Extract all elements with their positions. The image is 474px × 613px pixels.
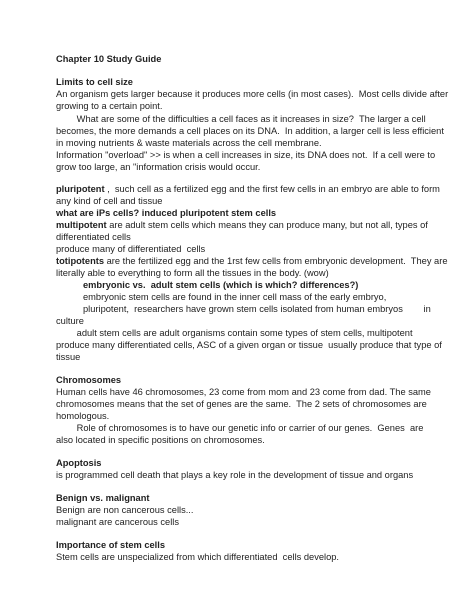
- chromosomes-line: also located in specific positions on chromosomes.: [56, 435, 265, 445]
- page-title: Chapter 10 Study Guide: [56, 54, 162, 64]
- totipotent-definition: are the fertilized egg and the 1rst few cells from embryonic development. They are: [104, 256, 448, 266]
- importance-heading: Importance of stem cells: [56, 540, 166, 550]
- multipotent-line: [56, 219, 428, 231]
- limits-line: Information "overload" >> is when a cell increases in size, its DNA does not. If a cell were to: [56, 150, 436, 160]
- limits-line: grow too large, an "information crisis would occur.: [56, 162, 261, 172]
- limits-line: growing to a certain point.: [56, 101, 163, 111]
- adult-stem-line: tissue: [56, 352, 81, 362]
- totipotent-line: [56, 255, 448, 267]
- pluripotent-definition: , such cell as a fertilized egg and the first few cells in an embryo are able to form: [104, 184, 440, 194]
- pluripotent-line: [56, 183, 440, 195]
- totipotent-term: totipotents: [56, 256, 105, 266]
- embryonic-line: pluripotent, researchers have grown stem cells isolated from human embryos in: [83, 304, 431, 314]
- benign-line: Benign are non cancerous cells...: [56, 505, 194, 515]
- embryonic-line: culture: [56, 316, 84, 326]
- benign-heading: Benign vs. malignant: [56, 493, 150, 503]
- totipotent-line: literally able to everything to form all the tissues in the body. (wow): [56, 268, 329, 278]
- multipotent-line: produce many of differentiated cells: [56, 244, 206, 254]
- chromosomes-heading: Chromosomes: [56, 375, 122, 385]
- chromosomes-line: homologous.: [56, 411, 110, 421]
- limits-line: in moving nutrients & waste materials across the cell membrane.: [56, 138, 322, 148]
- importance-line: Stem cells are unspecialized from which differentiated cells develop.: [56, 552, 340, 562]
- chromosomes-line: Human cells have 46 chromosomes, 23 come from mom and 23 come from dad. The same: [56, 387, 431, 397]
- chromosomes-line: chromosomes means that the set of genes are the same. The 2 sets of chromosomes are: [56, 399, 427, 409]
- limits-heading: Limits to cell size: [56, 77, 133, 87]
- limits-line: becomes, the more demands a cell places on its DNA. In addition, a larger cell is less efficient: [56, 126, 444, 136]
- limits-line: What are some of the difficulties a cell faces as it increases in size? The larger a cell: [56, 114, 426, 124]
- adult-stem-line: adult stem cells are adult organisms contain some types of stem cells, multipotent: [56, 328, 413, 338]
- apoptosis-heading: Apoptosis: [56, 458, 102, 468]
- limits-line: An organism gets larger because it produces more cells (in most cases). Most cells divide after: [56, 89, 449, 99]
- benign-line: malignant are cancerous cells: [56, 517, 179, 527]
- multipotent-line: differentiated cells: [56, 232, 131, 242]
- multipotent-term: multipotent: [56, 220, 107, 230]
- chromosomes-line: Role of chromosomes is to have our genetic info or carrier of our genes. Genes are: [56, 423, 424, 433]
- pluripotent-line: any kind of cell and tissue: [56, 196, 163, 206]
- adult-stem-line: produce many differentiated cells, ASC of a given organ or tissue usually produce that type of: [56, 340, 442, 350]
- multipotent-definition: are adult stem cells which means they can produce many, but not all, types of: [106, 220, 428, 230]
- apoptosis-line: is programmed cell death that plays a key role in the development of tissue and organs: [56, 470, 414, 480]
- pluripotent-term: pluripotent: [56, 184, 105, 194]
- embryonic-line: embryonic stem cells are found in the inner cell mass of the early embryo,: [83, 292, 387, 302]
- ips-question: what are iPs cells? induced pluripotent stem cells: [56, 208, 277, 218]
- embryonic-vs-adult-heading: embryonic vs. adult stem cells (which is which? differences?): [83, 280, 359, 290]
